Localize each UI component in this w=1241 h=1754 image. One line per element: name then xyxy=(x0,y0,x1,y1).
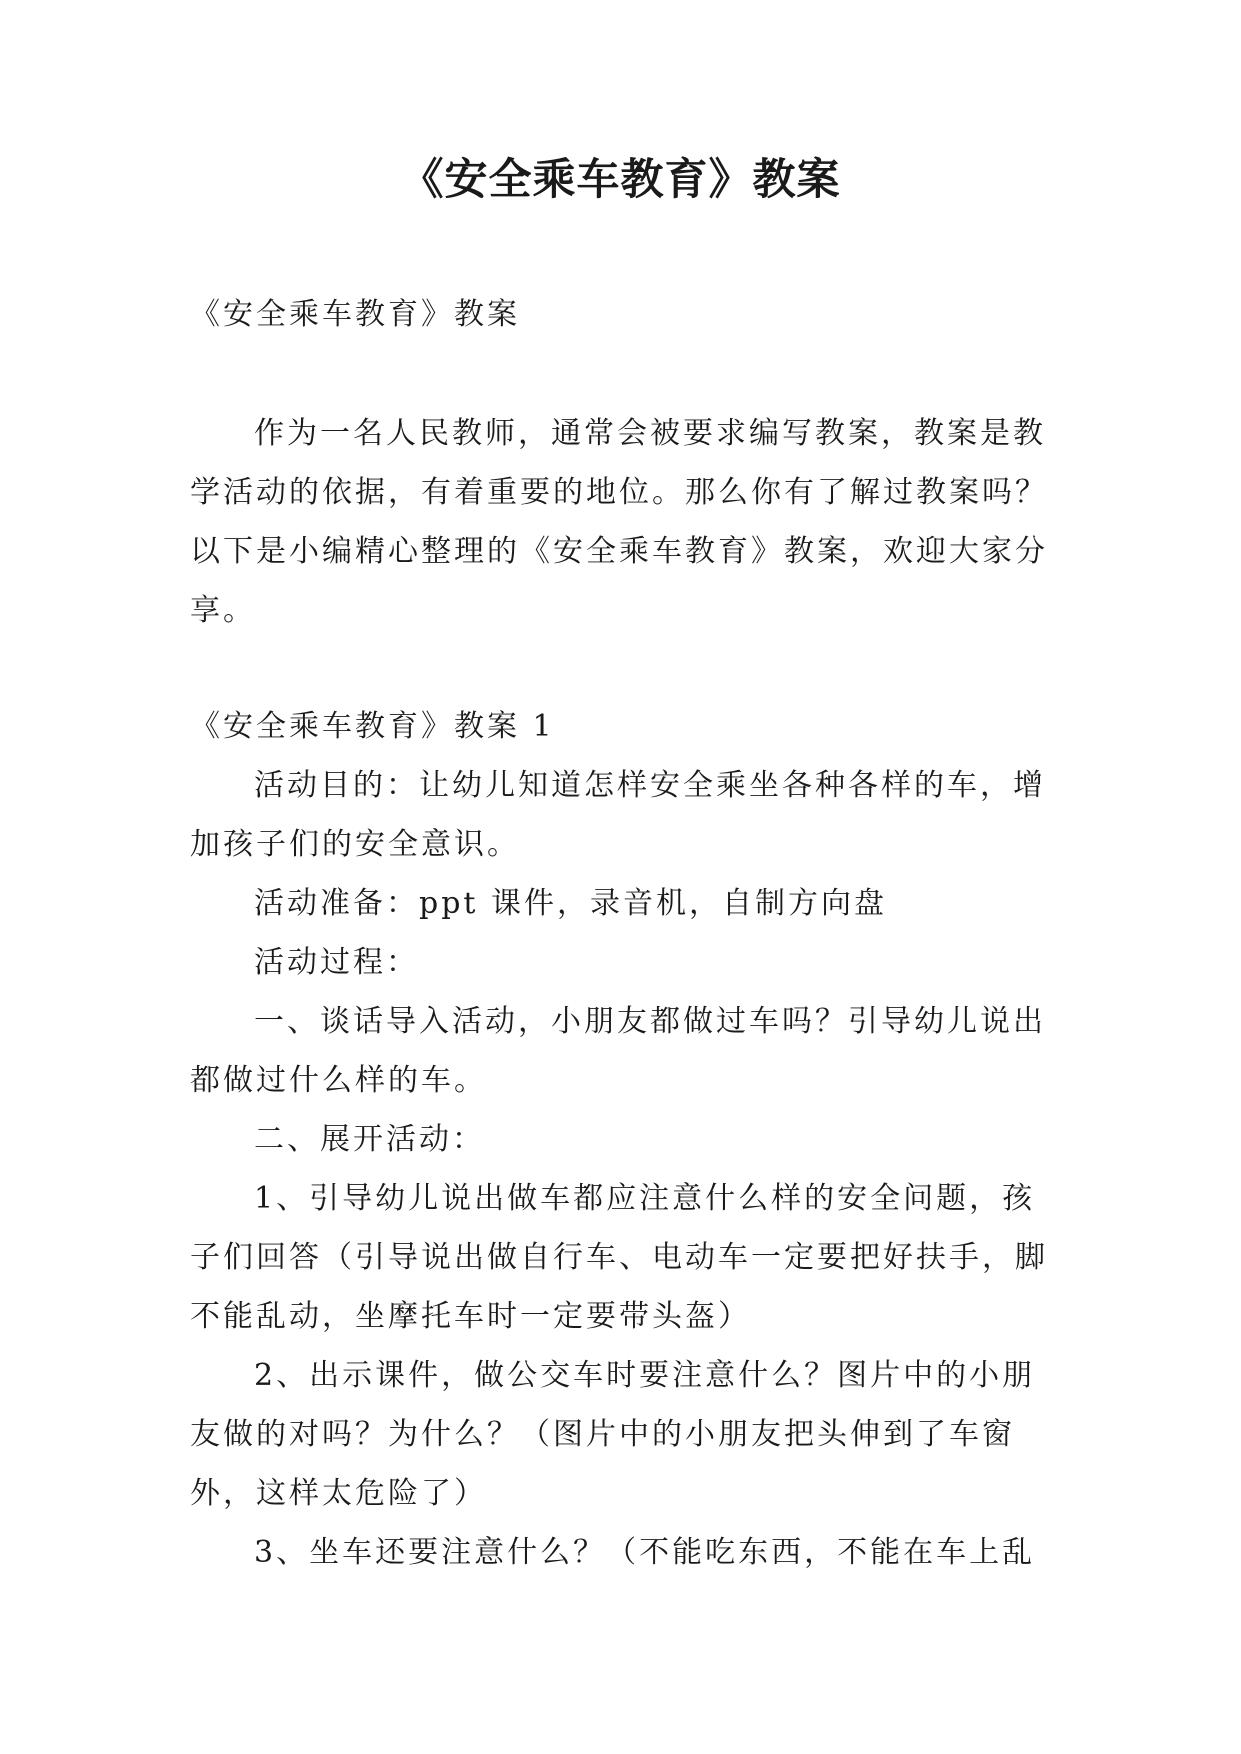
paragraph-step-two: 二、展开活动： xyxy=(254,1122,485,1157)
intro-paragraph: 作为一名人民教师，通常会被要求编写教案，教案是教学活动的依据，有着重要的地位。那么你有了解过教案吗？以下是小编精心整理的《安全乘车教育》教案，欢迎大家分享。 xyxy=(190,416,1048,628)
document-title: 《安全乘车教育》教案 xyxy=(400,155,841,205)
section-1-heading: 《安全乘车教育》教案 1 xyxy=(190,709,555,744)
document-subtitle: 《安全乘车教育》教案 xyxy=(190,297,520,332)
paragraph-activity-preparation: 活动准备：ppt 课件，录音机，自制方向盘 xyxy=(254,886,887,921)
paragraph-step-one: 一、谈话导入活动，小朋友都做过车吗？引导幼儿说出都做过什么样的车。 xyxy=(190,1004,1046,1098)
paragraph-activity-goal: 活动目的：让幼儿知道怎样安全乘坐各种各样的车，增加孩子们的安全意识。 xyxy=(190,768,1046,862)
paragraph-activity-process: 活动过程： xyxy=(254,945,419,980)
paragraph-item-2: 2、出示课件，做公交车时要注意什么？图片中的小朋友做的对吗？为什么？（图片中的小朋友把头伸到了车窗外，这样太危险了） xyxy=(190,1358,1036,1511)
paragraph-item-1: 1、引导幼儿说出做车都应注意什么样的安全问题，孩子们回答（引导说出做自行车、电动车一定要把好扶手，脚不能乱动，坐摩托车时一定要带头盔） xyxy=(190,1181,1048,1334)
paragraph-item-3: 3、坐车还要注意什么？（不能吃东西，不能在车上乱 xyxy=(254,1535,1036,1570)
section-1 xyxy=(190,697,1060,1582)
